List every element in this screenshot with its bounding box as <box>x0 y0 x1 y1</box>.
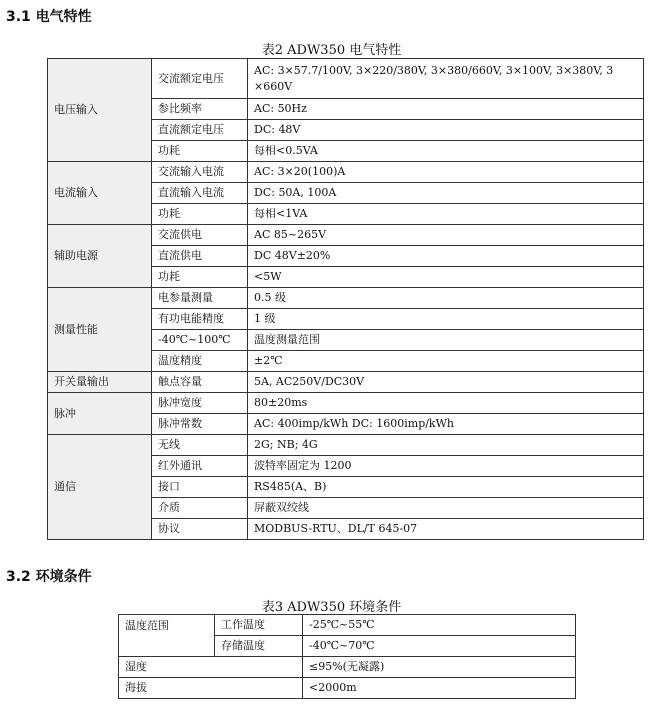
environment-conditions-table <box>118 614 576 699</box>
param-name: 电参量测量 <box>152 288 248 309</box>
param-value: 80±20ms <box>248 393 644 414</box>
param-name: 红外通讯 <box>152 456 248 477</box>
param-value: <2000m <box>303 678 576 699</box>
param-name: 温度精度 <box>152 351 248 372</box>
param-value: AC: 50Hz <box>248 99 644 120</box>
param-name: 介质 <box>152 498 248 519</box>
group-label: 电流输入 <box>48 162 152 225</box>
param-name: -40℃~100℃ <box>152 330 248 351</box>
param-value: DC 48V±20% <box>248 246 644 267</box>
table-row <box>48 435 644 456</box>
table-row <box>48 288 644 309</box>
param-name: 功耗 <box>152 204 248 225</box>
param-name: 直流供电 <box>152 246 248 267</box>
param-value: <5W <box>248 267 644 288</box>
param-name: 脉冲常数 <box>152 414 248 435</box>
param-value: 温度测量范围 <box>248 330 644 351</box>
table-row <box>48 59 644 99</box>
table-row <box>119 678 576 699</box>
param-value: ≤95%(无凝露) <box>303 657 576 678</box>
param-value: 2G; NB; 4G <box>248 435 644 456</box>
table-row <box>48 225 644 246</box>
table-row <box>119 657 576 678</box>
param-value: AC: 400imp/kWh DC: 1600imp/kWh <box>248 414 644 435</box>
param-name: 参比频率 <box>152 99 248 120</box>
param-name: 存储温度 <box>215 636 303 657</box>
param-value: DC: 48V <box>248 120 644 141</box>
param-value: AC: 3×57.7/100V, 3×220/380V, 3×380/660V, 3×100V, 3×380V, 3 ×660V <box>248 59 644 99</box>
group-label: 脉冲 <box>48 393 152 435</box>
group-label: 温度范围 <box>119 615 215 657</box>
param-value: RS485(A、B) <box>248 477 644 498</box>
param-value: AC 85~265V <box>248 225 644 246</box>
param-value: 每相<1VA <box>248 204 644 225</box>
electrical-characteristics-table <box>47 58 644 540</box>
param-name: 接口 <box>152 477 248 498</box>
param-value: 屏蔽双绞线 <box>248 498 644 519</box>
param-name: 无线 <box>152 435 248 456</box>
section-title-environment: 3.2 环境条件 <box>6 569 92 585</box>
param-name: 有功电能精度 <box>152 309 248 330</box>
param-name: 脉冲宽度 <box>152 393 248 414</box>
param-name: 协议 <box>152 519 248 540</box>
param-value: DC: 50A, 100A <box>248 183 644 204</box>
group-label: 电压输入 <box>48 59 152 162</box>
table-row <box>48 162 644 183</box>
param-value: 1 级 <box>248 309 644 330</box>
group-label: 开关量输出 <box>48 372 152 393</box>
param-value: AC: 3×20(100)A <box>248 162 644 183</box>
table-row <box>119 615 576 636</box>
table-row <box>48 393 644 414</box>
param-name: 工作温度 <box>215 615 303 636</box>
group-label: 测量性能 <box>48 288 152 372</box>
param-value: 5A, AC250V/DC30V <box>248 372 644 393</box>
param-value: 每相<0.5VA <box>248 141 644 162</box>
param-name: 功耗 <box>152 267 248 288</box>
param-value: -40℃~70℃ <box>303 636 576 657</box>
param-name: 触点容量 <box>152 372 248 393</box>
param-name: 直流额定电压 <box>152 120 248 141</box>
param-value: 波特率固定为 1200 <box>248 456 644 477</box>
param-name: 交流供电 <box>152 225 248 246</box>
param-name: 交流额定电压 <box>152 59 248 99</box>
param-name: 交流输入电流 <box>152 162 248 183</box>
param-value: ±2℃ <box>248 351 644 372</box>
param-value: -25℃~55℃ <box>303 615 576 636</box>
param-name: 海拔 <box>119 678 303 699</box>
group-label: 通信 <box>48 435 152 540</box>
section-title-electrical: 3.1 电气特性 <box>6 9 92 25</box>
group-label: 辅助电源 <box>48 225 152 288</box>
table-row <box>48 372 644 393</box>
param-name: 湿度 <box>119 657 303 678</box>
param-name: 直流输入电流 <box>152 183 248 204</box>
param-name: 功耗 <box>152 141 248 162</box>
param-value: MODBUS-RTU、DL/T 645-07 <box>248 519 644 540</box>
table-caption-environment: 表3 ADW350 环境条件 <box>261 600 402 615</box>
table-caption-electrical: 表2 ADW350 电气特性 <box>261 43 402 58</box>
param-value: 0.5 级 <box>248 288 644 309</box>
